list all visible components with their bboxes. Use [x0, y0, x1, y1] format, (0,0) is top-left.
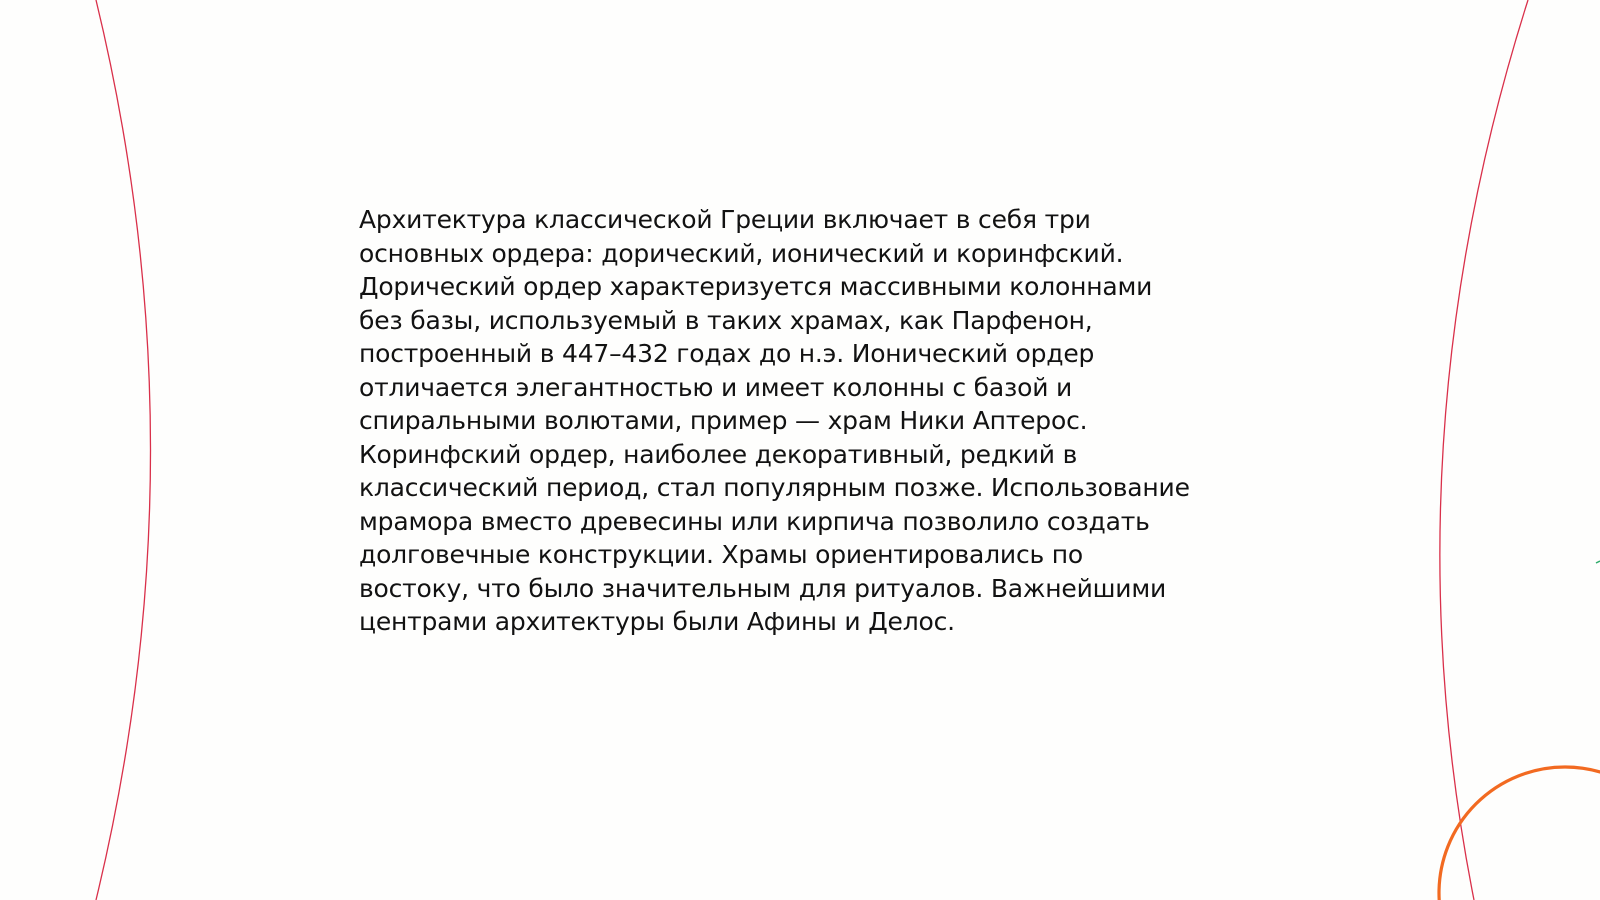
paragraph-line: без базы, используемый в таких храмах, как Парфенон,: [359, 305, 1093, 335]
paragraph-line: основных ордера: дорический, ионический и коринфский.: [359, 238, 1124, 268]
paragraph-line: отличается элегантностью и имеет колонны с базой и: [359, 372, 1073, 402]
paragraph-line: мрамора вместо древесины или кирпича позволило создать: [359, 506, 1150, 536]
paragraph-line: спиральными волютами, пример — храм Ники Аптерос.: [359, 406, 1088, 435]
paragraph-line: построенный в 447–432 годах до н.э. Ионический ордер: [359, 339, 1095, 368]
paragraph-line: Коринфский ордер, наиболее декоративный, редкий в: [359, 439, 1078, 469]
paragraph-line: Архитектура классической Греции включает в себя три: [359, 205, 1091, 234]
paragraph-line: долговечные конструкции. Храмы ориентировались по: [359, 540, 1084, 569]
orange-circle-outline: [1439, 767, 1600, 900]
paragraph-line: Дорический ордер характеризуется массивными колоннами: [359, 272, 1153, 301]
paragraph-line: центрами архитектуры были Афины и Делос.: [359, 607, 955, 636]
body-paragraph: [359, 203, 1239, 639]
green-accent-mark: [1596, 561, 1600, 563]
paragraph-line: классический период, стал популярным позже. Использование: [359, 473, 1190, 502]
paragraph-line: востоку, что было значительным для ритуалов. Важнейшими: [359, 573, 1167, 603]
left-curve-line: [96, 0, 151, 900]
right-curve-line: [1440, 0, 1528, 900]
